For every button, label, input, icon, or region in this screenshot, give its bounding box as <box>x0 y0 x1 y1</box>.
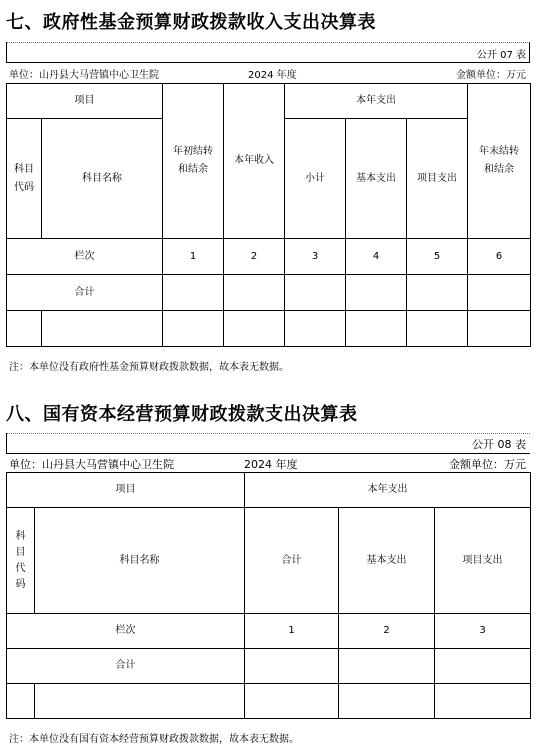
section1-unit: 单位：山丹县大马营镇中心卫生院 <box>9 70 159 81</box>
empty-cell <box>435 684 531 719</box>
empty-cell <box>224 311 285 347</box>
header-total: 合计 <box>245 508 339 614</box>
header-subject-code: 科目代码 <box>7 119 42 239</box>
col-num-4: 4 <box>346 239 407 275</box>
total-cell <box>346 275 407 311</box>
total-cell <box>285 275 346 311</box>
col-num-5: 5 <box>407 239 468 275</box>
empty-cell <box>339 684 435 719</box>
row-index-label: 栏次 <box>7 614 245 649</box>
total-cell <box>245 649 339 684</box>
col-num-1: 1 <box>245 614 339 649</box>
section2-title: 八、国有资本经营预算财政拨款支出决算表 <box>6 404 358 425</box>
empty-cell <box>7 311 42 347</box>
empty-cell <box>285 311 346 347</box>
empty-cell <box>245 684 339 719</box>
empty-cell <box>7 684 35 719</box>
total-cell <box>468 275 531 311</box>
header-project: 项目支出 <box>407 119 468 239</box>
col-num-2: 2 <box>224 239 285 275</box>
section2-table-code: 公开 08 表 <box>472 438 526 451</box>
empty-cell <box>42 311 163 347</box>
header-item: 项目 <box>7 84 163 119</box>
section1-table <box>6 83 531 347</box>
total-cell <box>339 649 435 684</box>
total-cell <box>224 275 285 311</box>
header-year-end: 年末结转和结余 <box>468 84 531 239</box>
header-project: 项目支出 <box>435 508 531 614</box>
header-basic: 基本支出 <box>339 508 435 614</box>
unit-row-top-2 <box>6 453 530 454</box>
section2-note: 注：本单位没有国有资本经营预算财政拨款数据，故本表无数据。 <box>9 734 299 745</box>
header-year-expense: 本年支出 <box>245 473 531 508</box>
left-edge-2 <box>6 433 7 453</box>
empty-cell <box>407 311 468 347</box>
top-divider-2 <box>6 433 530 434</box>
header-basic: 基本支出 <box>346 119 407 239</box>
empty-cell <box>35 684 245 719</box>
section2-year: 2024 年度 <box>244 458 298 471</box>
header-year-expense: 本年支出 <box>285 84 468 119</box>
header-subtotal: 小计 <box>285 119 346 239</box>
col-num-6: 6 <box>468 239 531 275</box>
total-row-label: 合计 <box>7 649 245 684</box>
section1-title: 七、政府性基金预算财政拨款收入支出决算表 <box>6 12 376 33</box>
section2-table <box>6 472 531 719</box>
header-item: 项目 <box>7 473 245 508</box>
row-index-label: 栏次 <box>7 239 163 275</box>
col-num-3: 3 <box>435 614 531 649</box>
header-subject-name: 科目名称 <box>42 119 163 239</box>
section1-table-code: 公开 07 表 <box>476 50 526 61</box>
unit-row-top <box>6 62 530 63</box>
col-num-2: 2 <box>339 614 435 649</box>
header-year-start: 年初结转和结余 <box>163 84 224 239</box>
empty-cell <box>468 311 531 347</box>
right-edge <box>529 42 530 62</box>
header-year-income: 本年收入 <box>224 84 285 239</box>
left-edge <box>6 42 7 62</box>
top-divider <box>6 42 530 43</box>
header-subject-code: 科目代码 <box>7 508 35 614</box>
section1-note: 注：本单位没有政府性基金预算财政拨款数据，故本表无数据。 <box>9 362 289 373</box>
section1-year: 2024 年度 <box>248 70 297 81</box>
total-row-label: 合计 <box>7 275 163 311</box>
col-num-3: 3 <box>285 239 346 275</box>
total-cell <box>435 649 531 684</box>
section1-money-unit: 金额单位：万元 <box>456 70 526 81</box>
empty-cell <box>163 311 224 347</box>
section2-money-unit: 金额单位：万元 <box>449 458 526 471</box>
col-num-1: 1 <box>163 239 224 275</box>
total-cell <box>407 275 468 311</box>
total-cell <box>163 275 224 311</box>
empty-cell <box>346 311 407 347</box>
header-subject-name: 科目名称 <box>35 508 245 614</box>
section2-unit: 单位：山丹县大马营镇中心卫生院 <box>9 458 174 471</box>
